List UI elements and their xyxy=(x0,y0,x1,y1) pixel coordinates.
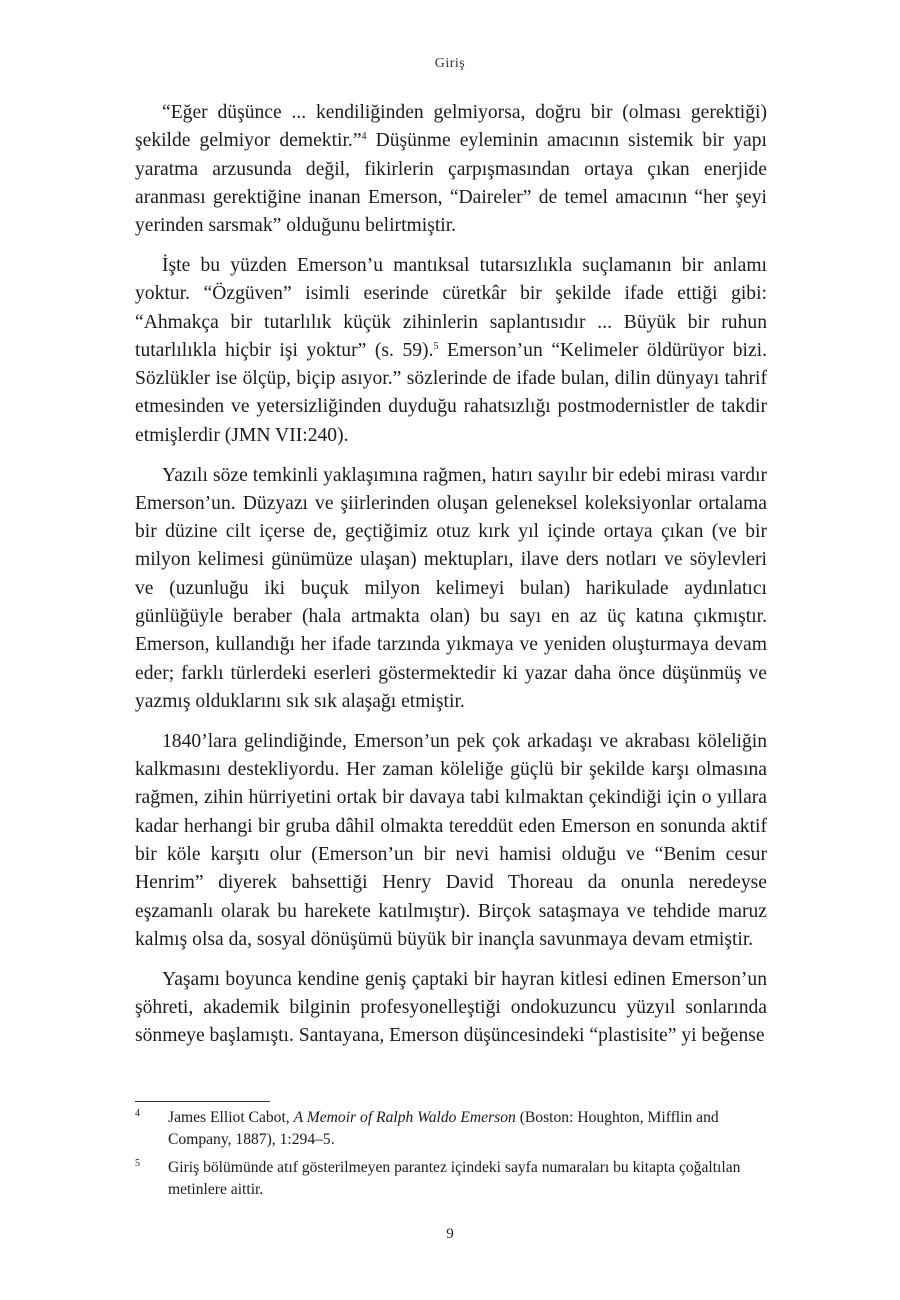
footnote-number: 4 xyxy=(135,1108,140,1119)
footnote-ref-4[interactable]: 4 xyxy=(361,131,367,143)
paragraph-3: Yazılı söze temkinli yaklaşımına rağmen, hatırı sayılır bir edebi mirası vardır Emerson’un. Düzyazı ve şiirlerinden oluşan geleneksel koleksiyonlar ortalama bir düzine cilt içerse de, geçtiğimiz otuz kırk yıl içinde ortaya çıkan (ve bir milyon kelimesi günümüze ulaşan) mektupları, ilave ders notları ve söylevleri ve (uzunluğu iki buçuk milyon kelimeyi bulan) harikulade aydınlatıcı günlüğüyle beraber (hala artmakta olan) bu sayı en az üç katına çıkmıştır. Emerson, kullandığı her ifade tarzında yıkmaya ve yeniden oluşturmaya devam eder; farklı türlerdeki eserleri göstermektedir ki yazar daha önce düşünmüş ve yazmış olduklarını sık sık alaşağı etmiştir. xyxy=(135,464,767,712)
footnote-divider xyxy=(135,1101,270,1102)
footnote-ref-5[interactable]: 5 xyxy=(433,340,439,352)
running-head: Giriş xyxy=(434,56,466,71)
footnote-5 xyxy=(135,1157,767,1200)
paragraph-1 xyxy=(135,99,767,240)
footnote-book-title: A Memoir of Ralph Waldo Emerson xyxy=(293,1109,516,1126)
paragraph-2 xyxy=(135,252,767,450)
footnote-publication: (Boston: Houghton, Mifflin and Company, 1887), 1:294–5. xyxy=(168,1109,719,1148)
paragraph-4: 1840’lara gelindiğinde, Emerson’un pek çok arkadaşı ve akrabası köleliğin kalkmasını destekliyordu. Her zaman köleliğe güçlü bir şekilde karşı olmasına rağmen, zihin hürriyetini ortak bir davaya tabi kılmaktan çekindiği için o yıllara kadar herhangi bir gruba dâhil olmakta tereddüt eden Emerson en sonunda aktif bir köle karşıtı olur (Emerson’un bir nevi hamisi olduğu ve “Benim cesur Henrim” diyerek bahsettiği Henry David Thoreau da onunla neredeyse eşzamanlı olarak bu harekete katılmıştır). Birçok sataşmaya ve tehdide maruz kalmış olsa da, sosyal dönüşümü büyük bir inançla savunmaya devam etmiştir. xyxy=(135,730,767,950)
page-number: 9 xyxy=(446,1226,454,1242)
footnote-number: 5 xyxy=(135,1158,140,1169)
footnote-author: James Elliot Cabot, xyxy=(168,1109,294,1126)
paragraph-2-part-b: Emerson’un “Kelimeler öldürüyor bizi. Sözlükler ise ölçüp, biçip asıyor.” sözlerinde de ifade bulan, dilin dünyayı tahrif etmesinden ve yetersizliğinden duyduğu rahatsızlığı postmodernistler de takdir etmişlerdir (JMN VII:240). xyxy=(135,339,767,446)
paragraph-1-part-b: Düşünme eyleminin amacının sistemik bir yapı yaratma arzusunda değil, fikirlerin çarpışmasından ortaya çıkan enerjide aranması gerektiğine inanan Emerson, “Daireler” de temel amacının “her şeyi yerinden sarsmak” olduğunu belirtmiştir. xyxy=(135,130,767,237)
footnotes xyxy=(135,1107,767,1207)
paragraph-5: Yaşamı boyunca kendine geniş çaptaki bir hayran kitlesi edinen Emerson’un şöhreti, akademik bilginin profesyonelleştiği ondokuzuncu yüzyıl sonlarında sönmeye başlamıştı. Santayana, Emerson düşüncesindeki “plastisite” yi beğense xyxy=(135,968,767,1047)
footnote-text: Giriş bölümünde atıf gösterilmeyen parantez içindeki sayfa numaraları bu kitapta çoğaltılan metinlere aittir. xyxy=(168,1159,741,1198)
body-text xyxy=(135,99,767,1062)
paragraph-1-part-a: “Eğer düşünce ... kendiliğinden gelmiyorsa, doğru bir (olması gerektiği) şekilde gelmiyor demektir.” xyxy=(135,102,767,152)
paragraph-2-part-a: İşte bu yüzden Emerson’u mantıksal tutarsızlıkla suçlamanın bir anlamı yoktur. “Özgüven” isimli eserinde cüretkâr bir şekilde ifade ettiği gibi: “Ahmakça bir tutarlılık küçük zihinlerin saplantısıdır ... Büyük bir ruhun tutarlılıkla hiçbir işi yoktur” (s. 59). xyxy=(135,254,767,361)
footnote-4 xyxy=(135,1107,767,1150)
